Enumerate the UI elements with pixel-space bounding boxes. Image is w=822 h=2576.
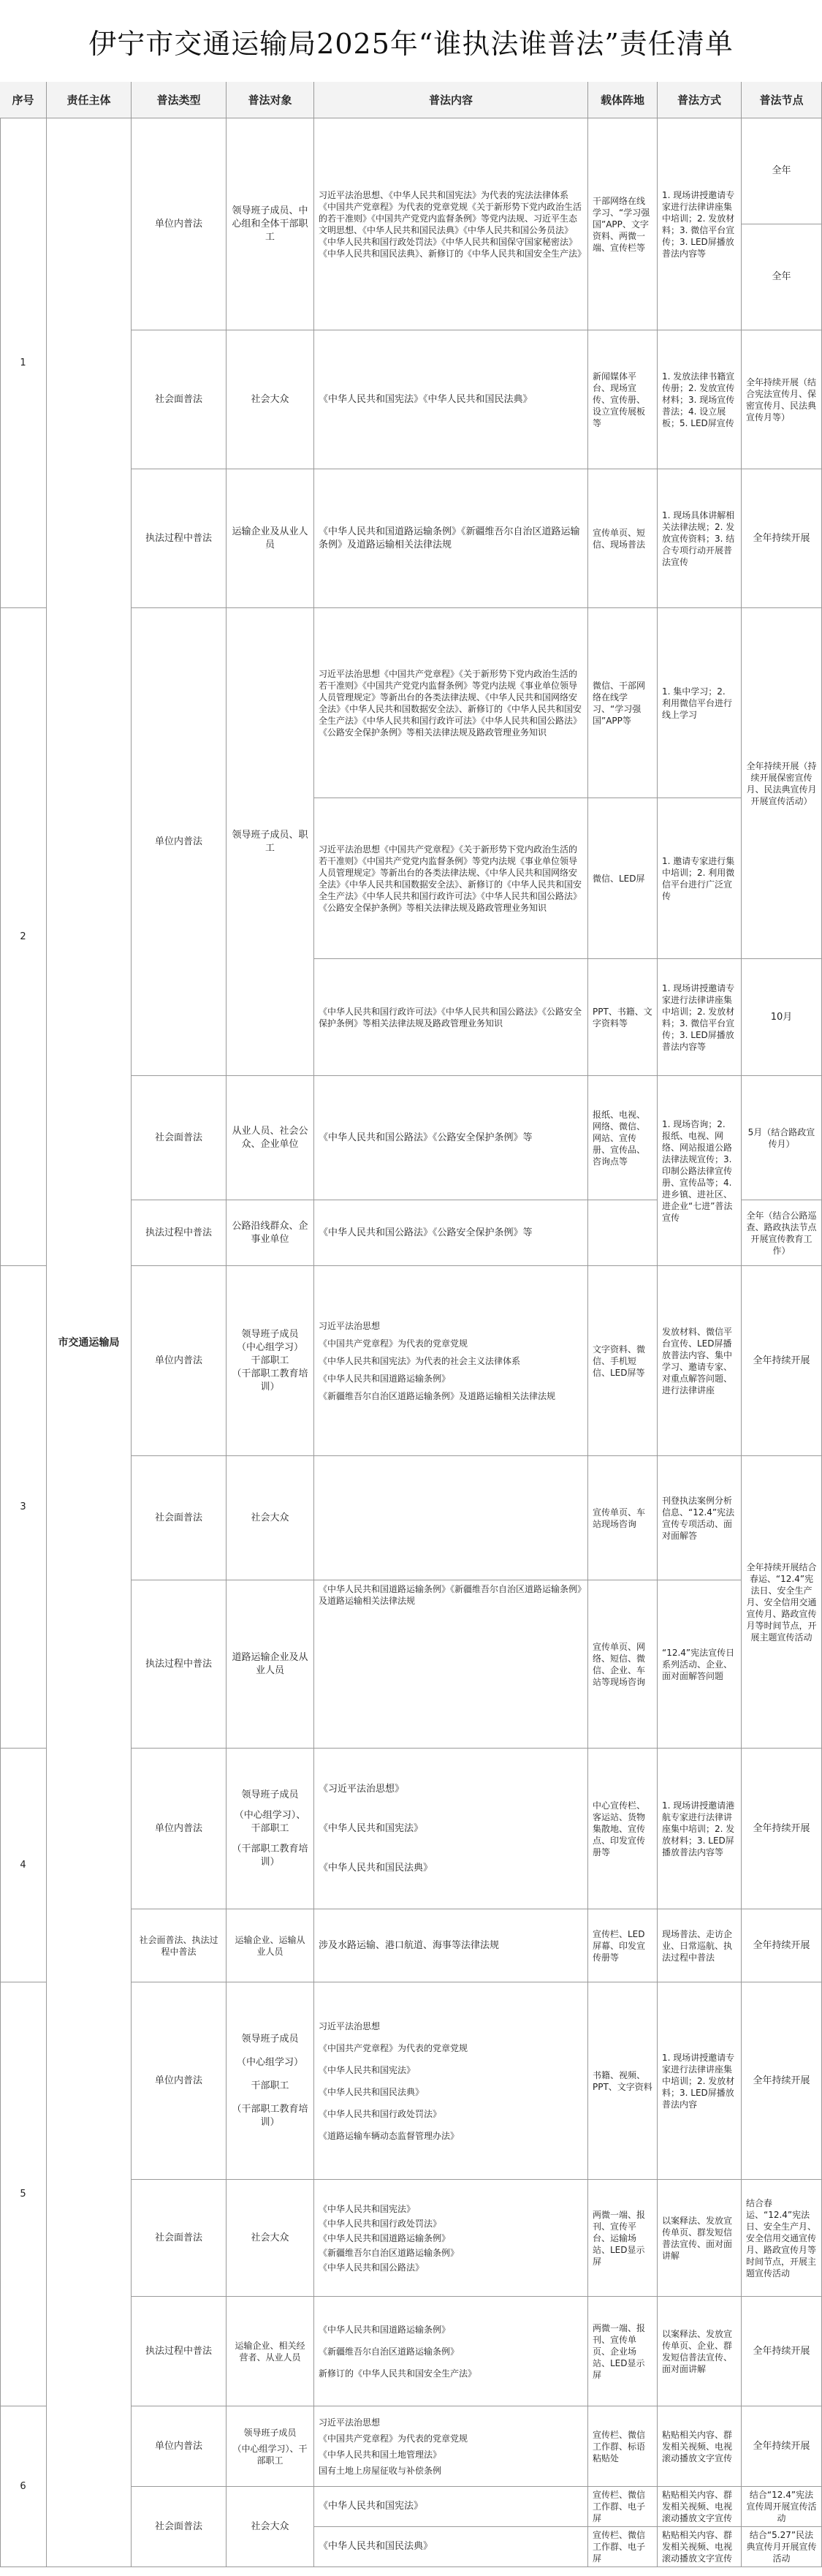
s5-target [227, 1982, 314, 2180]
seq-3: 3 [0, 1266, 47, 1749]
s2-content-c: 《中华人民共和国行政许可法》《中华人民共和国公路法》《公路安全保护条例》等相关法律法规及路政管理业务知识 [314, 959, 588, 1076]
header-content: 普法内容 [314, 82, 588, 118]
s5b-content-line: 《中华人民共和国宪法》 [319, 2203, 416, 2214]
s1c-node: 全年持续开展 [742, 469, 822, 608]
s3b-content [314, 1456, 588, 1580]
s6b-carrier-b: 宣传栏、微信工作群、电子屏 [588, 2527, 658, 2567]
s4-target-line: （干部职工教育培训） [232, 1843, 308, 1868]
s3-type: 单位内普法 [132, 1266, 227, 1456]
s5b-type: 社会面普法 [132, 2180, 227, 2297]
s6b-content-a: 《中华人民共和国宪法》 [314, 2487, 588, 2527]
s5c-content-line: 《新疆维吾尔自治区道路运输条例》 [319, 2346, 460, 2357]
s3-content-line: 《新疆维吾尔自治区道路运输条例》及道路运输相关法律法规 [319, 1390, 556, 1401]
s2-node-c: 10月 [742, 959, 822, 1076]
s6-content [314, 2406, 588, 2487]
s2c-content: 《中华人民共和国公路法》《公路安全保护条例》等 [314, 1200, 588, 1266]
s4-content-line: 《中华人民共和国民法典》 [319, 1862, 433, 1874]
s2c-type: 执法过程中普法 [132, 1200, 227, 1266]
responsibility-table [0, 82, 822, 2567]
s5b-method: 以案释法、发放宣传单页、群发短信普法宣传、面对面讲解 [658, 2180, 742, 2297]
s5c-content [314, 2297, 588, 2406]
s2c-target: 公路沿线群众、企事业单位 [227, 1200, 314, 1266]
s1-node-b: 全年 [742, 224, 822, 330]
s3b-type: 社会面普法 [132, 1456, 227, 1580]
s6-target-line: （中心组学习）、干部职工 [232, 2443, 308, 2466]
s2-method-b: 1. 邀请专家进行集中培训；2. 利用微信平台进行广泛宣传 [658, 798, 742, 959]
header-type: 普法类型 [132, 82, 227, 118]
s1b-type: 社会面普法 [132, 330, 227, 469]
s5c-target: 运输企业、相关经营者、从业人员 [227, 2297, 314, 2406]
s1-type: 单位内普法 [132, 118, 227, 330]
s3-node: 全年持续开展 [742, 1266, 822, 1456]
s3b-target: 社会大众 [227, 1456, 314, 1580]
s5-content-line: 习近平法治思想 [319, 2020, 381, 2031]
seq-2: 2 [0, 608, 47, 1266]
s5b-content-line: 《中华人民共和国道路运输条例》 [319, 2232, 451, 2243]
s5c-content-line: 《中华人民共和国道路运输条例》 [319, 2324, 451, 2335]
s2-carrier-c: PPT、书籍、文字资料等 [588, 959, 658, 1076]
header-method: 普法方式 [658, 82, 742, 118]
s5c-type: 执法过程中普法 [132, 2297, 227, 2406]
s5b-target: 社会大众 [227, 2180, 314, 2297]
s1-content: 习近平法治思想、《中华人民共和国宪法》为代表的宪法法律体系《中国共产党章程》为代表的党章党规《关于新形势下党内政治生活的若干准则》《中国共产党党内监督条例》等党内法规、习近平生态文明思想、《中华人民共和国民法典》《中华人民共和国公务员法》《中华人民共和国行政处罚法》《中华人民共和国保守国家秘密法》《中华人民共和国民法典》、新修订的《中华人民共和国安全生产法》 [314, 118, 588, 330]
s6-method: 粘贴相关内容、群发相关视频、电视滚动播放文字宣传 [658, 2406, 742, 2487]
s3-target-line: 干部职工 [251, 1355, 289, 1366]
page-title: 伊宁市交通运输局2025年“谁执法谁普法”责任清单 [88, 27, 734, 60]
s5-carrier: 书籍、视频、PPT、文字资料 [588, 1982, 658, 2180]
s4-content-line: 《习近平法治思想》 [319, 1783, 405, 1795]
s6b-carrier-a: 宣传栏、微信工作群、电子屏 [588, 2487, 658, 2527]
s1b-content: 《中华人民共和国宪法》《中华人民共和国民法典》 [314, 330, 588, 469]
s5c-content-line: 新修订的《中华人民共和国安全生产法》 [319, 2368, 477, 2379]
s3c-target: 道路运输企业及从业人员 [227, 1580, 314, 1749]
s5b-content-line: 《新疆维吾尔自治区道路运输条例》 [319, 2247, 460, 2258]
s4-method: 1. 现场讲授邀请港航专家进行法律讲座集中培训；2. 发放材料；3. LED屏播放普法内容等 [658, 1749, 742, 1909]
s5-method: 1. 现场讲授邀请专家进行法律讲座集中培训；2. 发放材料；3. LED屏播放普法内容 [658, 1982, 742, 2180]
s5-target-line: 干部职工 [251, 2080, 289, 2091]
s5-content-line: 《中国共产党章程》为代表的党章党规 [319, 2042, 468, 2053]
s4b-target: 运输企业、运输从业人员 [227, 1909, 314, 1982]
s2-content-b: 习近平法治思想《中国共产党章程》《关于新形势下党内政治生活的若干准则》《中国共产党党内监督条例》等党内法规《事业单位领导人员管理规定》等新出台的各类法律法规、《中华人民共和国网络安全法》《中华人民共和国数据安全法》、新修订的《中华人民共和国安全生产法》《中华人民共和国行政许可法》《中华人民共和国公路法》《公路安全保护条例》等相关法律法规及路政管理业务知识 [314, 798, 588, 959]
s5-node: 全年持续开展 [742, 1982, 822, 2180]
s1-carrier: 干部网络在线学习、“学习强国”APP、文字资料、两微一端、宣传栏等 [588, 118, 658, 330]
header-node: 普法节点 [742, 82, 822, 118]
s5c-carrier: 两微一端、报刊、宣传单页、企业场站、LED显示屏 [588, 2297, 658, 2406]
s3-method: 发放材料、微信平台宣传、LED屏播放普法内容、集中学习、邀请专家、对重点解答问题、进行法律讲座 [658, 1266, 742, 1456]
s2-content-a: 习近平法治思想《中国共产党章程》《关于新形势下党内政治生活的若干准则》《中国共产党党内监督条例》等党内法规《事业单位领导人员管理规定》等新出台的各类法律法规、《中华人民共和国网络安全法》《中华人民共和国数据安全法》、新修订的《中华人民共和国安全生产法》《中华人民共和国行政许可法》《中华人民共和国公路法》《公路安全保护条例》等相关法律法规及路政管理业务知识 [314, 608, 588, 798]
s3-content-line: 《中华人民共和国道路运输条例》 [319, 1373, 451, 1384]
s3c-type: 执法过程中普法 [132, 1580, 227, 1749]
s2b-type: 社会面普法 [132, 1076, 227, 1200]
s5b-content-line: 《中华人民共和国行政处罚法》 [319, 2218, 442, 2229]
s6-content-line: 《中国共产党章程》为代表的党章党规 [319, 2433, 468, 2444]
header-target: 普法对象 [227, 82, 314, 118]
s3b-carrier: 宣传单页、车站现场咨询 [588, 1456, 658, 1580]
s4b-type: 社会面普法、执法过程中普法 [132, 1909, 227, 1982]
s3-content-line: 习近平法治思想 [319, 1320, 381, 1331]
s6b-type: 社会面普法 [132, 2487, 227, 2567]
s1b-carrier: 新闻媒体平台、现场宣传、宣传册、设立宣传展板等 [588, 330, 658, 469]
s4-content [314, 1749, 588, 1909]
s2-method-a: 1. 集中学习；2. 利用微信平台进行线上学习 [658, 608, 742, 798]
s3-target-line: （干部职工教育培训） [232, 1368, 308, 1393]
s5-content-line: 《中华人民共和国民法典》 [319, 2086, 425, 2097]
s4b-content: 涉及水路运输、港口航道、海事等法律法规 [314, 1909, 588, 1982]
s6-target [227, 2406, 314, 2487]
s3c-method: “12.4”宪法宣传日系列活动、企业、面对面解答问题 [658, 1580, 742, 1749]
s4b-carrier: 宣传栏、LED屏幕、印发宣传册等 [588, 1909, 658, 1982]
s3-carrier: 文字资料、微信、手机短信、LED屏等 [588, 1266, 658, 1456]
s4-target-line: 领导班子成员 [241, 1789, 299, 1800]
s2b-carrier: 报纸、电视、网络、微信、网站、宣传册、宣传品、咨询点等 [588, 1076, 658, 1200]
s3-target [227, 1266, 314, 1456]
s2-carrier-b: 微信、LED屏 [588, 798, 658, 959]
s3-target-line: （中心组学习） [236, 1341, 303, 1353]
s1-target: 领导班子成员、中心组和全体干部职工 [227, 118, 314, 330]
s2c-node: 全年（结合公路巡查、路政执法节点开展宣传教育工作） [742, 1200, 822, 1266]
s6-content-line: 习近平法治思想 [319, 2417, 381, 2428]
s6b-node-b: 结合“5.27”民法典宣传月开展宣传活动 [742, 2527, 822, 2567]
s1c-target: 运输企业及从业人员 [227, 469, 314, 608]
s5b-content-line: 《中华人民共和国公路法》 [319, 2262, 425, 2273]
responsible-subject: 市交通运输局 [47, 118, 132, 2567]
s2c-carrier [588, 1200, 658, 1266]
s3b-method: 刊登执法案例分析信息、“12.4”宪法宣传专项活动、面对面解答 [658, 1456, 742, 1580]
s1c-carrier: 宣传单页、短信、现场普法 [588, 469, 658, 608]
s5b-node: 结合春运、“12.4”宪法日、安全生产月、安全信用交通宣传月、路政宣传月等时间节点，开展主题宣传活动 [742, 2180, 822, 2297]
s1b-node: 全年持续开展（结合宪法宣传月、保密宣传月、民法典宣传月等） [742, 330, 822, 469]
header-carrier: 载体阵地 [588, 82, 658, 118]
s1c-method: 1. 现场具体讲解相关法律法规；2. 发放宣传资料；3. 结合专项行动开展普法宣传 [658, 469, 742, 608]
s2b-method: 1. 现场咨询；2. 报纸、电视、网络、网站报道公路法律法规宣传；3. 印制公路法律宣传册、宣传品等；4. 进乡镇、进社区、进企业“七进”普法宣传 [658, 1076, 742, 1266]
s6b-node-a: 结合“12.4”宪法宣传周开展宣传活动 [742, 2487, 822, 2527]
header-seq: 序号 [0, 82, 47, 118]
s3-content-line: 《中国共产党章程》为代表的党章党规 [319, 1338, 468, 1349]
s2-type: 单位内普法 [132, 608, 227, 1076]
s3-target-line: 领导班子成员 [241, 1328, 299, 1340]
s4-target-line: （中心组学习）、干部职工 [234, 1809, 306, 1834]
s6-content-line: 国有土地上房屋征收与补偿条例 [319, 2465, 442, 2476]
s1-method: 1. 现场讲授邀请专家进行法律讲座集中培训；2. 发放材料；3. 微信平台宣传；3. LED屏播放普法内容等 [658, 118, 742, 330]
s3c-content: 《中华人民共和国道路运输条例》《新疆维吾尔自治区道路运输条例》及道路运输相关法律法规 [314, 1580, 588, 1749]
s5c-method: 以案释法、发放宣传单页、企业、群发短信普法宣传、面对面讲解 [658, 2297, 742, 2406]
s5-target-line: 领导班子成员 [241, 2033, 299, 2045]
seq-1: 1 [0, 118, 47, 608]
s6b-method-a: 粘贴相关内容、群发相关视频、电视滚动播放文字宣传 [658, 2487, 742, 2527]
s6-target-line: 领导班子成员 [243, 2427, 297, 2438]
seq-5: 5 [0, 1982, 47, 2406]
header-subject: 责任主体 [47, 82, 132, 118]
s6-node: 全年持续开展 [742, 2406, 822, 2487]
s5-content [314, 1982, 588, 2180]
s5-content-line: 《中华人民共和国宪法》 [319, 2064, 416, 2075]
s2-method-c: 1. 现场讲授邀请专家进行法律讲座集中培训；2. 发放材料；3. 微信平台宣传；3. LED屏播放普法内容等 [658, 959, 742, 1076]
s2b-target: 从业人员、社会公众、企业单位 [227, 1076, 314, 1200]
s5-target-line: （中心组学习） [236, 2056, 303, 2068]
s4-content-line: 《中华人民共和国宪法》 [319, 1822, 424, 1834]
s5b-carrier: 两微一端、报刊、宣传平台、运输场站、LED显示屏 [588, 2180, 658, 2297]
s5-target-line: （干部职工教育培训） [232, 2103, 308, 2128]
s2b-content: 《中华人民共和国公路法》《公路安全保护条例》等 [314, 1076, 588, 1200]
seq-6: 6 [0, 2406, 47, 2567]
s5-type: 单位内普法 [132, 1982, 227, 2180]
s4-type: 单位内普法 [132, 1749, 227, 1909]
s3c-node: 全年持续开展结合春运、“12.4”宪法日、安全生产月、安全信用交通宣传月、路政宣传月等时间节点，开展主题宣传活动 [742, 1456, 822, 1749]
s5b-content [314, 2180, 588, 2297]
s2-node-a: 全年持续开展（持续开展保密宣传月、民法典宣传月开展宣传活动） [742, 608, 822, 959]
s4-node: 全年持续开展 [742, 1749, 822, 1909]
s4-target [227, 1749, 314, 1909]
s3c-carrier: 宣传单页、网络、短信、微信、企业、车站等现场咨询 [588, 1580, 658, 1749]
s1c-content: 《中华人民共和国道路运输条例》《新疆维吾尔自治区道路运输条例》及道路运输相关法律法规 [314, 469, 588, 608]
s3-content-line: 《中华人民共和国宪法》为代表的社会主义法律体系 [319, 1355, 521, 1366]
s6-content-line: 《中华人民共和国土地管理法》 [319, 2449, 442, 2460]
s1c-type: 执法过程中普法 [132, 469, 227, 608]
seq-4: 4 [0, 1749, 47, 1982]
s2b-node: 5月（结合路政宣传月） [742, 1076, 822, 1200]
s1-node-a: 全年 [742, 118, 822, 224]
s6b-content-b: 《中华人民共和国民法典》 [314, 2527, 588, 2567]
s1b-target: 社会大众 [227, 330, 314, 469]
s5-content-line: 《中华人民共和国行政处罚法》 [319, 2108, 442, 2119]
s4-carrier: 中心宣传栏、客运站、货物集散地、宣传点、印发宣传册等 [588, 1749, 658, 1909]
s4b-method: 现场普法、走访企业、日常巡航、执法过程中普法 [658, 1909, 742, 1982]
s6-carrier: 宣传栏、微信工作群、标语粘贴处 [588, 2406, 658, 2487]
s5c-node: 全年持续开展 [742, 2297, 822, 2406]
s2-carrier-a: 微信、干部网络在线学习、“学习强国”APP等 [588, 608, 658, 798]
s6-type: 单位内普法 [132, 2406, 227, 2487]
s3-content [314, 1266, 588, 1456]
s5-content-line: 《道路运输车辆动态监督管理办法》 [319, 2130, 460, 2141]
s2-target: 领导班子成员、职工 [227, 608, 314, 1076]
s1b-method: 1. 发放法律书籍宣传册；2. 发放宣传材料；3. 现场宣传普法；4. 设立展板；5. LED屏宣传 [658, 330, 742, 469]
s6b-method-b: 粘贴相关内容、群发相关视频、电视滚动播放文字宣传 [658, 2527, 742, 2567]
s4b-node: 全年持续开展 [742, 1909, 822, 1982]
s6b-target: 社会大众 [227, 2487, 314, 2567]
